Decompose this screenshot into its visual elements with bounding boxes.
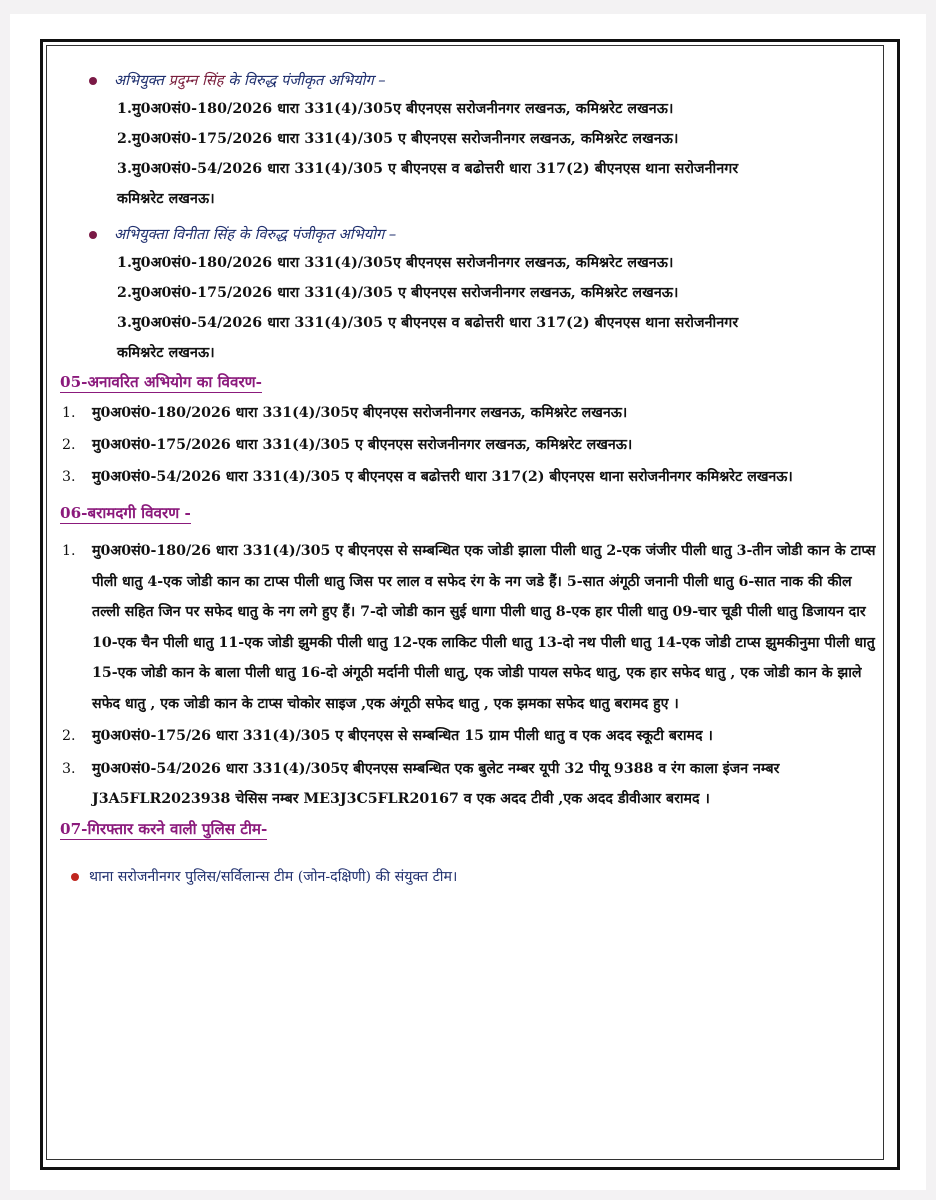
accused2-case-3-continued: कमिश्नरेट लखनऊ। (117, 345, 215, 361)
list-item-number: 2. (62, 728, 76, 744)
accused1-case-2: 2.मु0अ0सं0-175/2026 धारा 331(4)/305 ए बीएनएस सरोजनीनगर लखनऊ, कमिश्नरेट लखनऊ। (117, 131, 679, 147)
list-item (56, 399, 878, 428)
list-item-number: 1. (62, 543, 76, 559)
section06-title: 06-बरामदगी विवरण - (60, 504, 191, 522)
accused1-case-1: 1.मु0अ0सं0-180/2026 धारा 331(4)/305ए बीएनएस सरोजनीनगर लखनऊ, कमिश्नरेट लखनऊ। (117, 101, 674, 117)
police-team (56, 864, 878, 890)
list-item-number: 3. (62, 469, 76, 485)
list-item (56, 721, 878, 752)
accused1-name: प्रदुम्न सिंह (168, 72, 224, 89)
list-item-text: मु0अ0सं0-180/2026 धारा 331(4)/305ए बीएनएस सरोजनीनगर लखनऊ, कमिश्नरेट लखनऊ। (92, 405, 628, 421)
list-item-number: 1. (62, 405, 76, 421)
list-item (56, 536, 878, 719)
list-item-text: मु0अ0सं0-54/2026 धारा 331(4)/305 ए बीएनएस व बढोत्तरी धारा 317(2) बीएनएस थाना सरोजनीनगर कमिश्नरेट लखनऊ। (92, 469, 793, 485)
bullet-dot-icon (89, 77, 97, 85)
accused1-heading (56, 68, 878, 94)
recovery-list (56, 536, 878, 815)
police-team-text: थाना सरोजनीनगर पुलिस/सर्विलान्स टीम (जोन-दक्षिणी) की संयुक्त टीम। (89, 868, 458, 885)
accused1-case-3: 3.मु0अ0सं0-54/2026 धारा 331(4)/305 ए बीएनएस व बढोत्तरी धारा 317(2) बीएनएस थाना सरोजनीनगर (117, 161, 739, 177)
list-item-text: मु0अ0सं0-175/26 धारा 331(4)/305 ए बीएनएस से सम्बन्धित 15 ग्राम पीली धातु व एक अदद स्कूटी बरामद । (92, 728, 713, 744)
section05-title: 05-अनावरित अभियोग का विवरण- (60, 373, 262, 391)
accused2-case-3: 3.मु0अ0सं0-54/2026 धारा 331(4)/305 ए बीएनएस व बढोत्तरी धारा 317(2) बीएनएस थाना सरोजनीनगर (117, 315, 739, 331)
accused2-heading-text: अभियुक्ता विनीता सिंह के विरुद्ध पंजीकृत अभियोग – (114, 226, 397, 243)
document-body (56, 68, 878, 890)
bullet-dot-icon (89, 231, 97, 239)
list-item-text: मु0अ0सं0-54/2026 धारा 331(4)/305ए बीएनएस सम्बन्धित एक बुलेट नम्बर यूपी 32 पीयू 9388 व रंग काला इंजन नम्बर J3A5FLR2023938 चेसिस नम्बर ME3J3C5FLR20167 व एक अदद टीवी ,एक अदद डीवीआर बरामद । (92, 760, 780, 807)
list-item-text: मु0अ0सं0-180/26 धारा 331(4)/305 ए बीएनएस से सम्बन्धित एक जोडी झाला पीली धातु 2-एक जंजीर पीली धातु 3-तीन जोडी कान के टाप्स पीली धातु 4-एक जोडी कान का टाप्स पीली धातु जिस पर लाल व सफेद रंग के नग जडे हैं। 5-सात अंगूठी जनानी पीली धातु 6-सात नाक की कील तल्ली सहित जिन पर सफेद धातु के नग लगे हुए हैं। 7-दो जोडी कान सुई धागा पीली धातु 8-एक हार पीली धातु 09-चार चूडी पीली धातु डिजायन दार 10-एक चैन पीली धातु 11-एक जोडी झुमकी पीली धातु 12-एक लाकिट पीली धातु 13-दो नथ पीली धातु 14-एक जोडी टाप्स झुमकीनुमा पीली धातु 15-एक जोडी कान के बाला पीली धातु 16-दो अंगूठी मर्दानी पीली धातु, एक जोडी पायल सफेद धातु, एक हार सफेद धातु , एक जोडी कान के झाले सफेद धातु , एक जोडी कान के टाप्स चोकोर साइज ,एक अंगूठी सफेद धातु , एक झमका सफेद धातु बरामद हुए । (92, 543, 876, 712)
list-item (56, 431, 878, 460)
accused2-heading (56, 222, 878, 248)
list-item-text: मु0अ0सं0-175/2026 धारा 331(4)/305 ए बीएनएस सरोजनीनगर लखनऊ, कमिश्नरेट लखनऊ। (92, 437, 633, 453)
section07-title: 07-गिरफ्तार करने वाली पुलिस टीम- (60, 819, 268, 838)
bullet-dot-icon (71, 873, 79, 881)
list-item-number: 2. (62, 437, 76, 453)
list-item (56, 754, 878, 815)
accused2-case-1: 1.मु0अ0सं0-180/2026 धारा 331(4)/305ए बीएनएस सरोजनीनगर लखनऊ, कमिश्नरेट लखनऊ। (117, 255, 674, 271)
accused2-case-2: 2.मु0अ0सं0-175/2026 धारा 331(4)/305 ए बीएनएस सरोजनीनगर लखनऊ, कमिश्नरेट लखनऊ। (117, 285, 679, 301)
accused1-heading-suffix: के विरुद्ध पंजीकृत अभियोग – (228, 72, 386, 89)
accused1-case-3-continued: कमिश्नरेट लखनऊ। (117, 191, 215, 207)
list-item (56, 463, 878, 492)
document-page (10, 14, 926, 1190)
accused1-heading-prefix: अभियुक्त (114, 72, 164, 89)
list-item-number: 3. (62, 760, 76, 777)
